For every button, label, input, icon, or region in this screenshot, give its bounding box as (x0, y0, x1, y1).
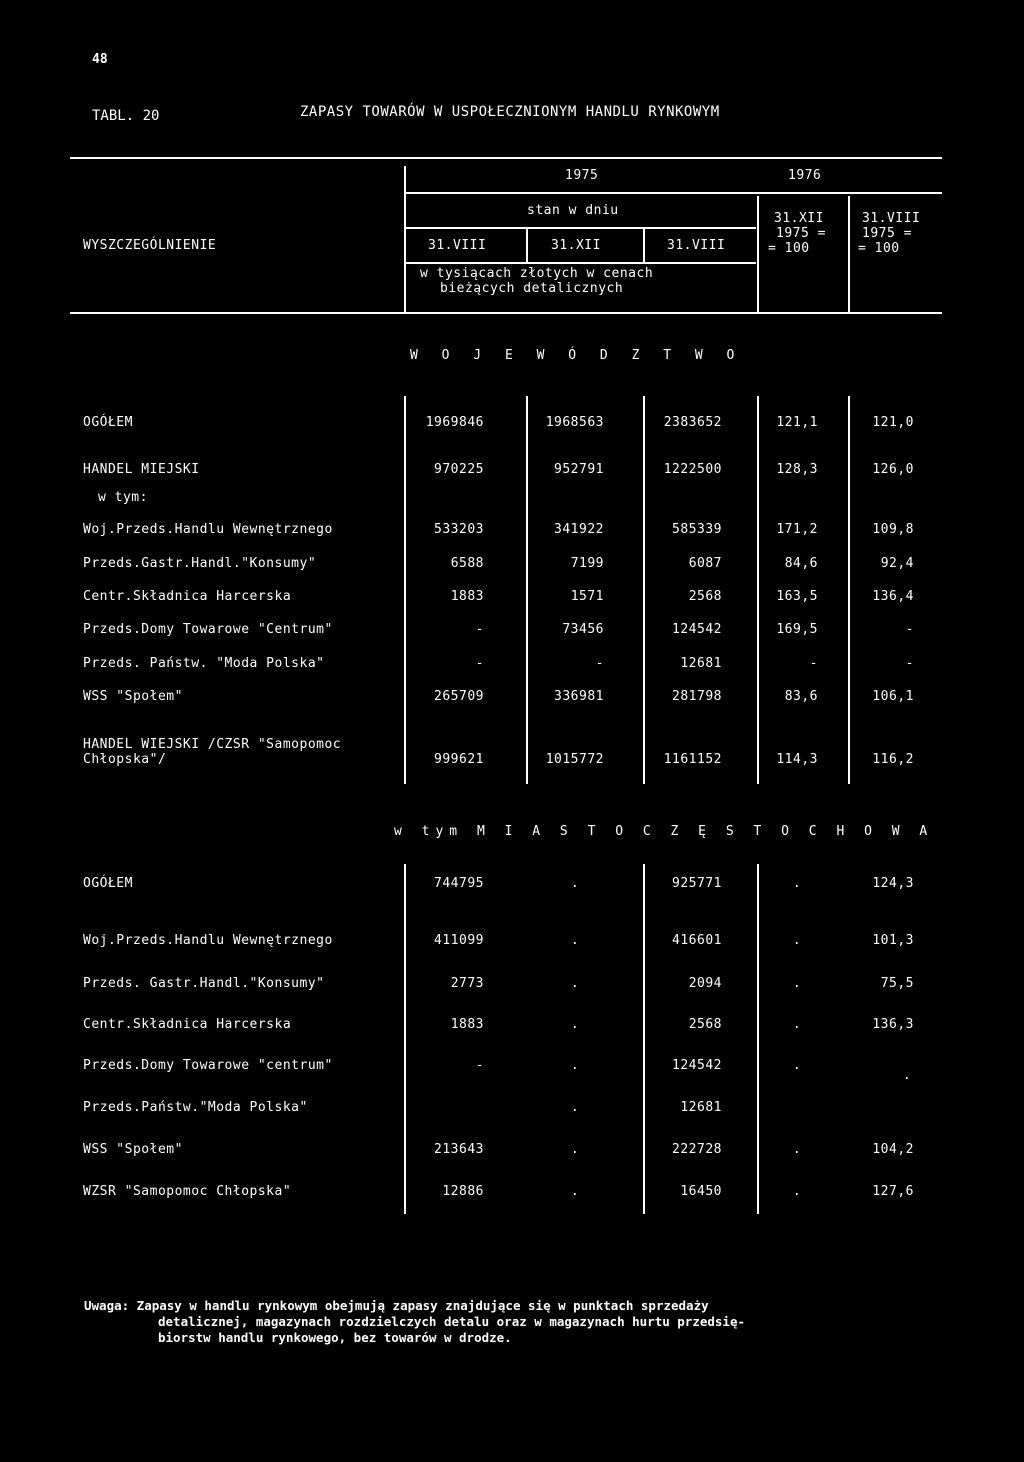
year-1975-header: 1975 (565, 168, 599, 183)
w-tym-label: w tym: (98, 490, 148, 505)
column-header-c: 31.VIII (667, 238, 726, 253)
section-title-wojewodztwo: W O J E W Ó D Z T W O (410, 348, 743, 363)
column-header-a: 31.VIII (428, 238, 487, 253)
page-number: 48 (92, 52, 108, 67)
column-header-b: 31.XII (551, 238, 601, 253)
table-title: ZAPASY TOWARÓW W USPOŁECZNIONYM HANDLU RYNKOWYM (300, 104, 720, 120)
table-label: TABL. 20 (92, 108, 160, 124)
section-title-miasto-czestochowa: w tym M I A S T O C Z Ę S T O C H O W A (394, 824, 934, 839)
stub-header: WYSZCZEGÓLNIENIE (83, 238, 217, 253)
year-1976-header: 1976 (788, 168, 822, 183)
stan-w-dniu-header: stan w dniu (527, 203, 619, 218)
